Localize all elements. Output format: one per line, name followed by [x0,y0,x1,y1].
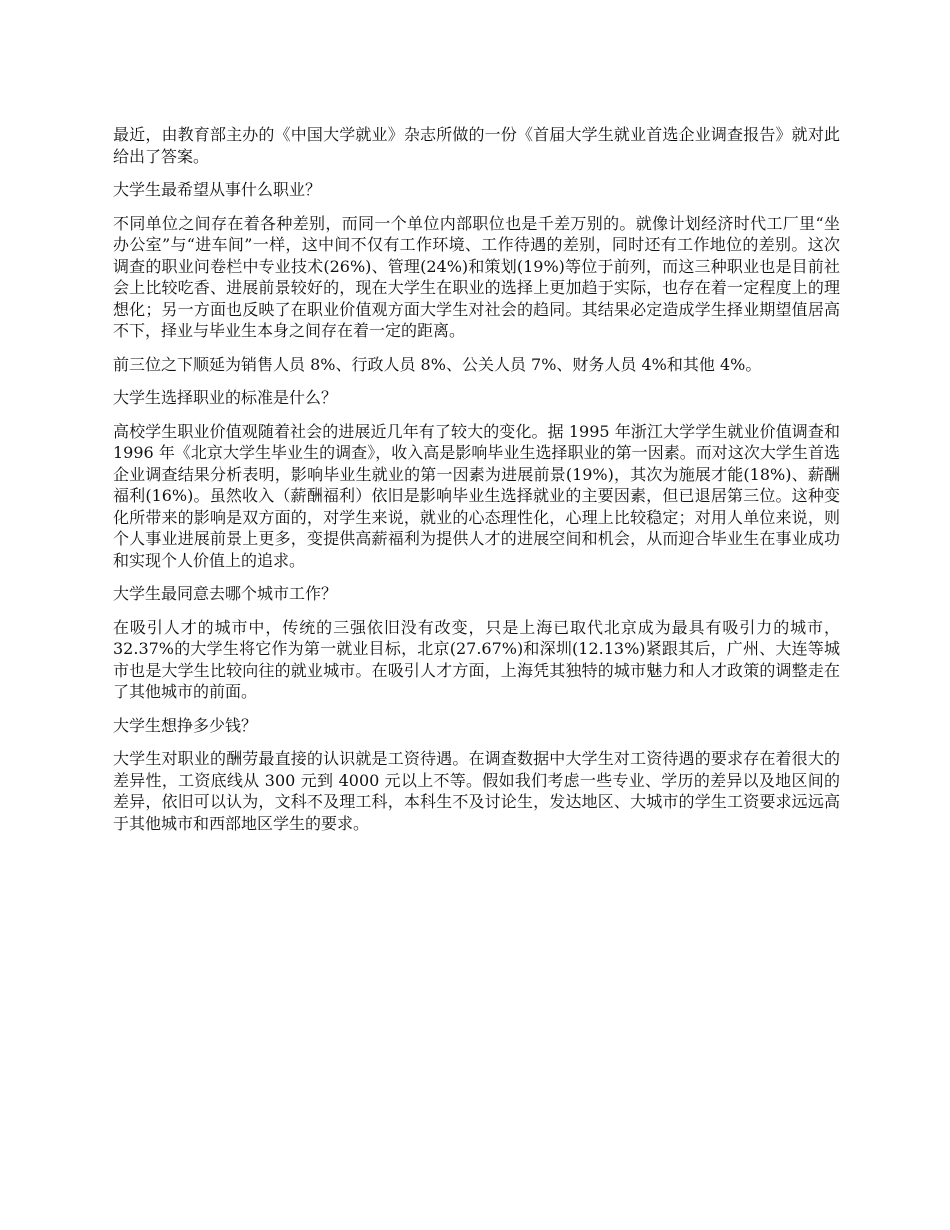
section-heading-career: 大学生最希望从事什么职业？ [113,180,322,199]
salary-paragraph: 大学生对职业的酬劳最直接的认识就是工资待遇。在调查数据中大学生对工资待遇的要求存在着很大的差异性，工资底线从 300 元到 4000 元以上不等。假如我们考虑一些专业、学历的差异以及地区间的差异，依旧可以认为，文科不及理工科，本科生不及讨论生，发达地区、大城市的学生工资要求远远高于其他城市和西部地区学生的要求。 [113,749,840,833]
document-body [113,124,840,846]
section-heading-salary: 大学生想挣多少钱？ [113,715,258,735]
intro-paragraph: 最近，由教育部主办的《中国大学就业》杂志所做的一份《首届大学生就业首选企业调查报告》就对此给出了答案。 [113,125,840,166]
criteria-paragraph: 高校学生职业价值观随着社会的进展近几年有了较大的变化。据 1995 年浙江大学学生就业价值调查和 1996 年《北京大学生毕业生的调查》，收入高是影响毕业生选择职业的第一因素。而对这次大学生首选企业调查结果分析表明，影响毕业生就业的第一因素为进展前景(19%)，其次为施展才能(18%)、薪酬福利(16%)。虽然收入（薪酬福利）依旧是影响毕业生选择就业的主要因素，但已退居第三位。这种变化所带来的影响是双方面的，对学生来说，就业的心态理性化，心理上比较稳定；对用人单位来说，则个人事业进展前景上更多，变提供高薪福利为提供人才的进展空间和机会，从而迎合毕业生在事业成功和实现个人价值上的追求。 [113,421,840,570]
career-followup-paragraph: 前三位之下顺延为销售人员 8%、行政人员 8%、公关人员 7%、财务人员 4%和其他 4%。 [113,354,762,374]
section-heading-city: 大学生最同意去哪个城市工作？ [113,584,338,603]
city-paragraph: 在吸引人才的城市中，传统的三强依旧没有改变，只是上海已取代北京成为最具有吸引力的城市，32.37%的大学生将它作为第一就业目标，北京(27.67%)和深圳(12.13%)紧跟其后，广州、大连等城市也是大学生比较向往的就业城市。在吸引人才方面，上海凭其独特的城市魅力和人才政策的调整走在了其他城市的前面。 [113,617,840,701]
section-heading-criteria: 大学生选择职业的标准是什么？ [113,388,338,407]
career-paragraph: 不同单位之间存在着各种差别，而同一个单位内部职位也是千差万别的。就像计划经济时代工厂里“坐办公室”与“进车间”一样，这中间不仅有工作环境、工作待遇的差别，同时还有工作地位的差别。这次调查的职业问卷栏中专业技术(26%)、管理(24%)和策划(19%)等位于前列，而这三种职业也是目前社会上比较吃香、进展前景较好的，现在大学生在职业的选择上更加趋于实际，也存在着一定程度上的理想化；另一方面也反映了在职业价值观方面大学生对社会的趋同。其结果必定造成学生择业期望值居高不下，择业与毕业生本身之间存在着一定的距离。 [113,213,840,340]
